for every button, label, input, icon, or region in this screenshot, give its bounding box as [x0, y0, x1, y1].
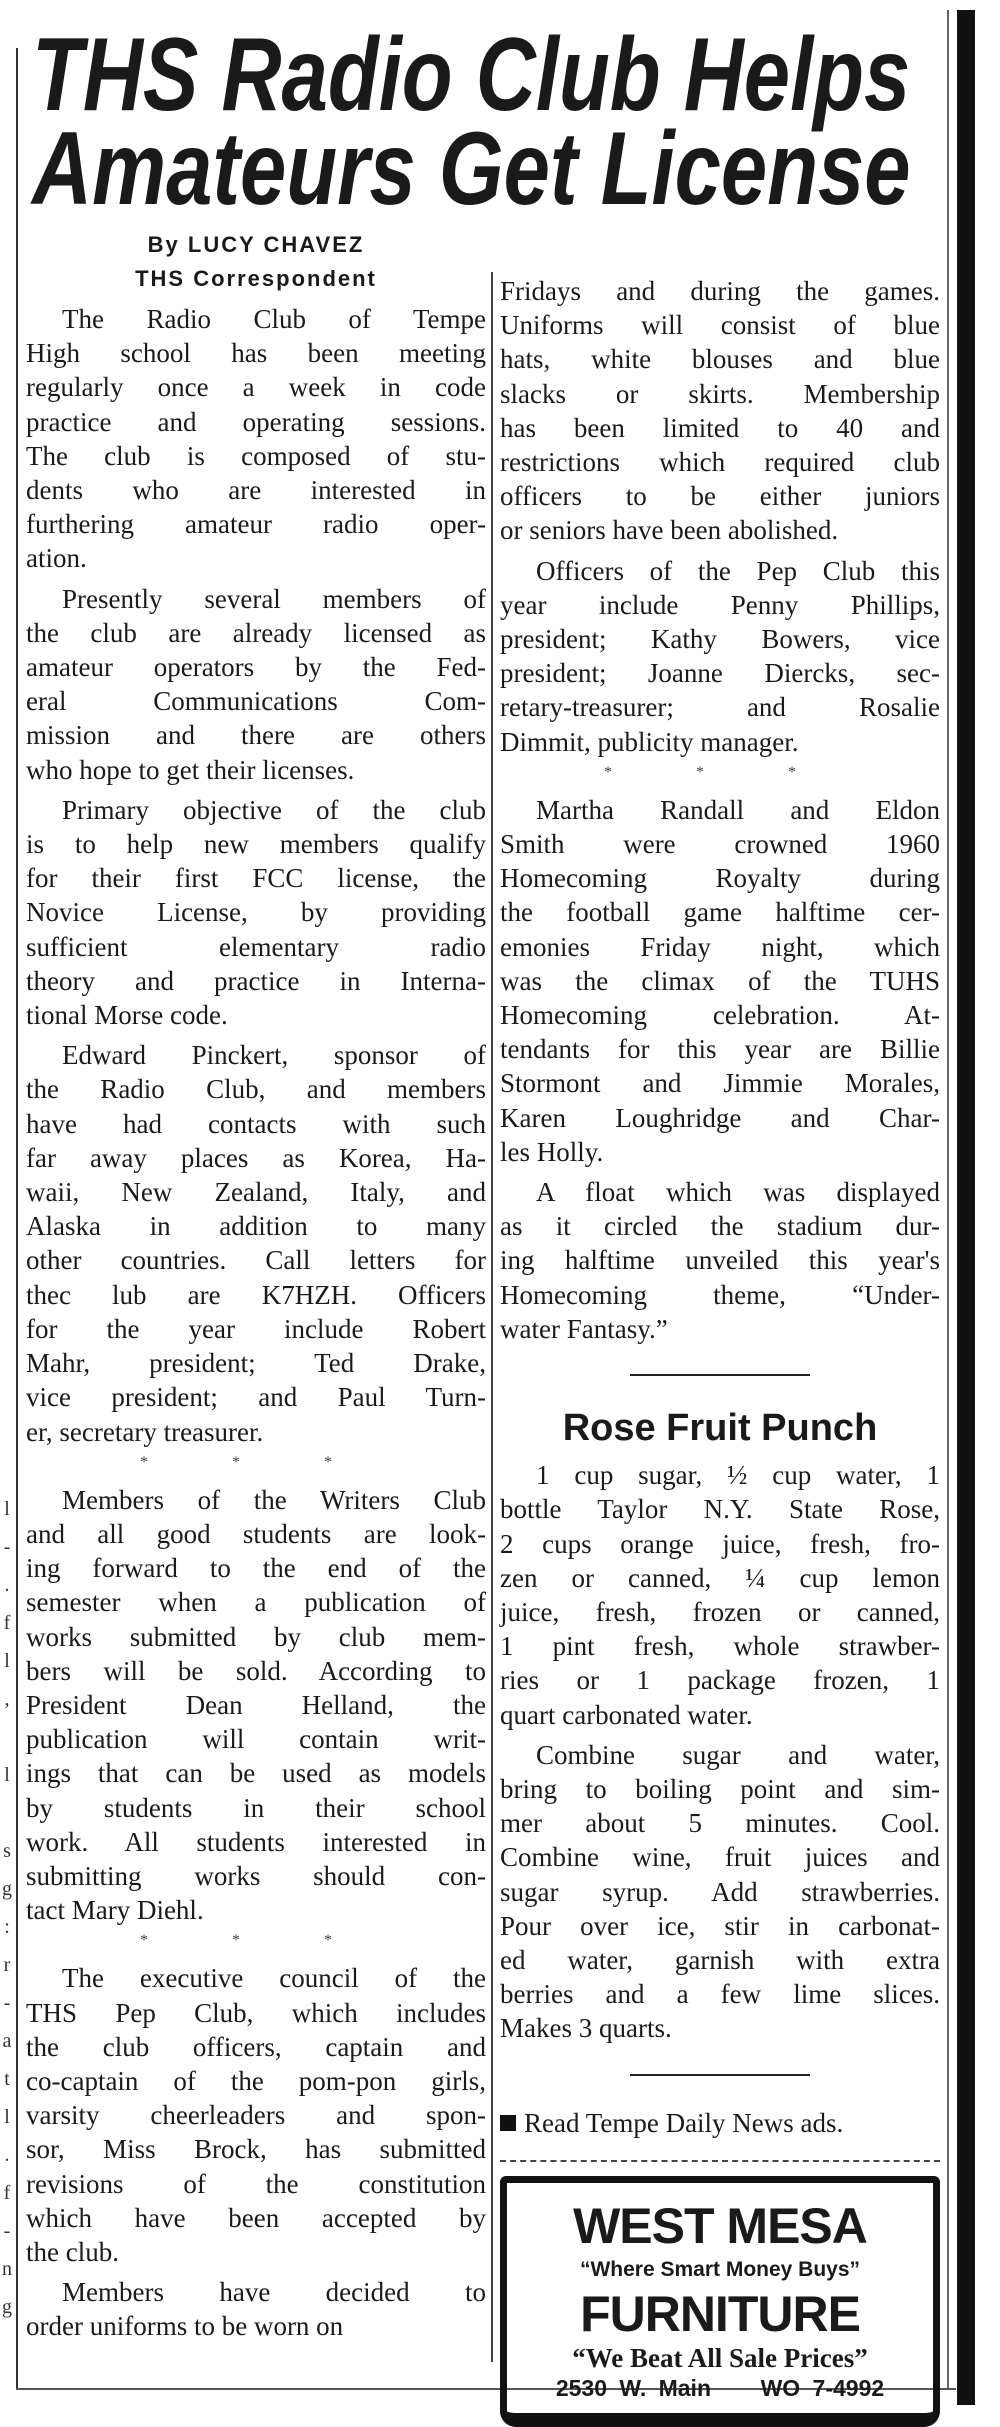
adjacent-column-fragments — [0, 1490, 14, 2326]
separator-stars: * * * — [140, 1453, 372, 1471]
text-line: eral Communications Com- — [26, 686, 486, 717]
text-line: have had contacts with such — [26, 1108, 486, 1139]
text-line: far away places as Korea, Ha- — [26, 1142, 486, 1173]
fragment-char: : — [4, 1916, 10, 1938]
headline — [32, 17, 952, 227]
text-line: submitting works should con- — [26, 1860, 486, 1891]
text-line: Presently several members of — [62, 583, 486, 614]
text-line: Combine sugar and water, — [536, 1739, 940, 1770]
text-line: The Radio Club of Tempe — [62, 304, 486, 334]
text-line: tional Morse code. — [26, 1000, 228, 1031]
fragment-char: - — [3, 1992, 11, 2014]
text-line: 1 pint fresh, whole strawber- — [500, 1631, 940, 1662]
text-line: Pour over ice, stir in carbonat- — [500, 1910, 940, 1941]
page-edge-bar — [957, 10, 975, 2405]
fragment-char — [0, 1794, 14, 1832]
text-line: Edward Pinckert, sponsor of — [62, 1040, 486, 1071]
fragment-char: . — [4, 1574, 10, 1596]
text-line: Dimmit, publicity manager. — [500, 726, 799, 757]
text-line: 2 cups orange juice, fresh, fro- — [500, 1528, 940, 1559]
column-rule-left — [16, 48, 18, 2388]
text-line: as it circled the stadium dur- — [500, 1211, 940, 1242]
text-line: president; Joanne Diercks, sec- — [500, 658, 940, 689]
text-line: semester when a publication of — [26, 1587, 486, 1618]
paragraph — [26, 1961, 486, 2269]
ad-store-name: WEST MESA — [573, 2197, 867, 2254]
text-line: Members have decided to — [62, 2277, 486, 2308]
text-line: THS Pep Club, which includes — [26, 1997, 486, 2028]
fragment-char: f — [3, 1612, 11, 1634]
text-line: ing forward to the end of the — [26, 1553, 486, 1584]
text-line: theory and practice in Interna- — [26, 965, 486, 996]
text-line: tendants for this year are Billie — [500, 1034, 940, 1065]
text-line: juice, fresh, frozen or canned, — [500, 1596, 940, 1627]
text-line: Officers of the Pep Club this — [536, 555, 940, 586]
paragraph — [26, 1038, 486, 1448]
column-rule-right — [947, 10, 949, 2390]
text-line: quart carbonated water. — [500, 1699, 753, 1730]
text-line: restrictions which required club — [500, 447, 940, 478]
fragment-char: , — [4, 1688, 10, 1710]
text-line: Homecoming theme, “Under- — [500, 1279, 940, 1310]
text-line: co-captain of the pom-pon girls, — [26, 2065, 486, 2096]
text-line: hats, white blouses and blue — [500, 344, 940, 375]
fragment-char: l — [4, 1764, 10, 1786]
fragment-char: g — [2, 2296, 12, 2318]
text-line: year include Penny Phillips, — [500, 589, 940, 620]
paragraph — [500, 793, 940, 1169]
right-column — [500, 268, 940, 2427]
text-line: varsity cheerleaders and spon- — [26, 2100, 486, 2131]
text-line: zen or canned, ¼ cup lemon — [500, 1562, 940, 1593]
furniture-advertisement — [500, 2176, 940, 2427]
text-line: bers will be sold. According to — [26, 1655, 486, 1686]
promo-text: Read Tempe Daily News ads. — [524, 2107, 844, 2138]
paragraph — [26, 582, 486, 787]
text-line: water Fantasy.” — [500, 1313, 668, 1344]
byline-role: THS Correspondent — [135, 266, 377, 291]
text-line: practice and operating sessions. — [26, 406, 486, 437]
text-line: work. All students interested in — [26, 1826, 486, 1857]
text-line: vice president; and Paul Turn- — [26, 1382, 486, 1413]
ad-phone: WO 7-4992 — [760, 2374, 885, 2401]
text-line: the club. — [26, 2236, 119, 2267]
paragraph — [500, 274, 940, 548]
text-line: The club is composed of stu- — [26, 440, 486, 471]
text-line: the Radio Club, and members — [26, 1074, 486, 1105]
text-line: Novice License, by providing — [26, 897, 486, 928]
ad-tagline: “We Beat All Sale Prices” — [572, 2342, 868, 2373]
text-line: was the climax of the TUHS — [500, 965, 940, 996]
text-line: thec lub are K7HZH. Officers — [26, 1279, 486, 1310]
text-line: amateur operators by the Fed- — [26, 652, 486, 683]
fragment-char: l — [4, 1498, 10, 1520]
fragment-char: - — [3, 1536, 11, 1558]
text-line: for their first FCC license, the — [26, 863, 486, 894]
paragraph — [26, 793, 486, 1032]
text-line: Makes 3 quarts. — [500, 2013, 672, 2044]
text-line: Karen Loughridge and Char- — [500, 1102, 940, 1133]
text-line: the club officers, captain and — [26, 2031, 486, 2062]
text-line: other countries. Call letters for — [26, 1245, 486, 1276]
text-line: who hope to get their licenses. — [26, 754, 355, 785]
text-line: ings that can be used as models — [26, 1758, 486, 1789]
promo-line — [500, 2106, 940, 2140]
paragraph — [500, 1175, 940, 1346]
separator-stars: * * * — [604, 763, 836, 781]
text-line: 1 cup sugar, ½ cup water, 1 — [536, 1460, 940, 1491]
text-line: les Holly. — [500, 1136, 604, 1167]
fragment-char: t — [4, 2068, 10, 2090]
paragraph — [500, 1458, 940, 1732]
text-line: officers to be either juniors — [500, 481, 940, 512]
text-line: A float which was displayed — [536, 1177, 940, 1208]
text-line: regularly once a week in code — [26, 372, 486, 403]
paragraph — [500, 554, 940, 759]
fragment-char: s — [3, 1840, 11, 1862]
text-line: er, secretary treasurer. — [26, 1416, 264, 1447]
text-line: ing halftime unveiled this year's — [500, 1245, 940, 1276]
text-line: Combine wine, fruit juices and — [500, 1842, 940, 1873]
headline-line-2: Amateurs Get License — [32, 111, 911, 227]
text-line: emonies Friday night, which — [500, 931, 940, 962]
text-line: and all good students are look- — [26, 1518, 486, 1549]
text-line: by students in their school — [26, 1792, 486, 1823]
text-line: for the year include Robert — [26, 1313, 486, 1344]
text-line: bottle Taylor N.Y. State Rose, — [500, 1494, 940, 1525]
ad-contact — [517, 2373, 923, 2403]
separator-stars: * * * — [140, 1932, 372, 1950]
headline-line-1: THS Radio Club Helps — [32, 17, 911, 133]
text-line: Homecoming celebration. At- — [500, 1000, 940, 1031]
text-line: retary-treasurer; and Rosalie — [500, 692, 940, 723]
dashed-divider — [500, 2160, 940, 2162]
text-line: mission and there are others — [26, 720, 486, 751]
text-line: the club are already licensed as — [26, 617, 486, 648]
text-line: waii, New Zealand, Italy, and — [26, 1177, 486, 1208]
text-line: which have been accepted by — [26, 2202, 486, 2233]
text-line: or seniors have been abolished. — [500, 515, 839, 546]
text-line: Primary objective of the club — [62, 794, 486, 825]
text-line: is to help new members qualify — [26, 829, 486, 860]
ad-address: 2530 W. Main — [555, 2374, 711, 2401]
text-line: works submitted by club mem- — [26, 1621, 486, 1652]
section-divider — [630, 1374, 810, 1376]
text-line: Martha Randall and Eldon — [536, 794, 940, 825]
fragment-char: f — [3, 2182, 11, 2204]
text-line: Smith were crowned 1960 — [500, 829, 940, 860]
fragment-char: . — [4, 2144, 10, 2166]
paragraph — [500, 1738, 940, 2046]
text-line: furthering amateur radio oper- — [26, 509, 486, 540]
text-line: ed water, garnish with extra — [500, 1944, 940, 1975]
fragment-char: r — [3, 1954, 11, 1976]
text-line: tact Mary Diehl. — [26, 1895, 204, 1926]
section-divider — [630, 2074, 810, 2076]
text-line: Alaska in addition to many — [26, 1211, 486, 1242]
fragment-char: l — [4, 2106, 10, 2128]
paragraph — [26, 2275, 486, 2343]
text-line: revisions of the constitution — [26, 2168, 486, 2199]
fragment-char: - — [3, 2220, 11, 2242]
fragment-char: a — [2, 2030, 12, 2052]
text-line: mer about 5 minutes. Cool. — [500, 1808, 940, 1839]
text-line: Mahr, president; Ted Drake, — [26, 1348, 486, 1379]
column-rule-middle — [491, 272, 493, 2362]
text-line: slacks or skirts. Membership — [500, 378, 940, 409]
text-line: President Dean Helland, the — [26, 1689, 486, 1720]
text-line: the football game halftime cer- — [500, 897, 940, 928]
text-line: Uniforms will consist of blue — [500, 310, 940, 341]
text-line: ation. — [26, 543, 87, 574]
fragment-char — [0, 1718, 14, 1756]
text-line: dents who are interested in — [26, 475, 486, 506]
fragment-char: n — [2, 2258, 12, 2280]
text-line: bring to boiling point and sim- — [500, 1773, 940, 1804]
paragraph — [26, 1483, 486, 1928]
text-line: ries or 1 package frozen, 1 — [500, 1665, 940, 1696]
text-line: sor, Miss Brock, has submitted — [26, 2134, 486, 2165]
text-line: Fridays and during the games. — [500, 276, 940, 306]
text-line: president; Kathy Bowers, vice — [500, 624, 940, 655]
text-line: Members of the Writers Club — [62, 1484, 486, 1515]
text-line: The executive council of the — [62, 1963, 486, 1994]
text-line: berries and a few lime slices. — [500, 1979, 940, 2010]
text-line: Homecoming Royalty during — [500, 863, 940, 894]
fragment-char: l — [4, 1650, 10, 1672]
square-bullet-icon — [500, 2115, 516, 2131]
text-line: High school has been meeting — [26, 338, 486, 369]
text-line: publication will contain writ- — [26, 1724, 486, 1755]
text-line: sugar syrup. Add strawberries. — [500, 1876, 940, 1907]
text-line: has been limited to 40 and — [500, 412, 940, 443]
ad-slogan: “Where Smart Money Buys” — [579, 2257, 861, 2281]
ad-category: FURNITURE — [580, 2285, 860, 2342]
text-line: order uniforms to be worn on — [26, 2311, 344, 2342]
left-column — [26, 228, 486, 2344]
byline-author: By LUCY CHAVEZ — [147, 232, 365, 257]
recipe-title: Rose Fruit Punch — [562, 1407, 878, 1450]
text-line: sufficient elementary radio — [26, 931, 486, 962]
paragraph — [26, 302, 486, 576]
text-line: Stormont and Jimmie Morales, — [500, 1068, 940, 1099]
fragment-char: g — [2, 1878, 12, 1900]
